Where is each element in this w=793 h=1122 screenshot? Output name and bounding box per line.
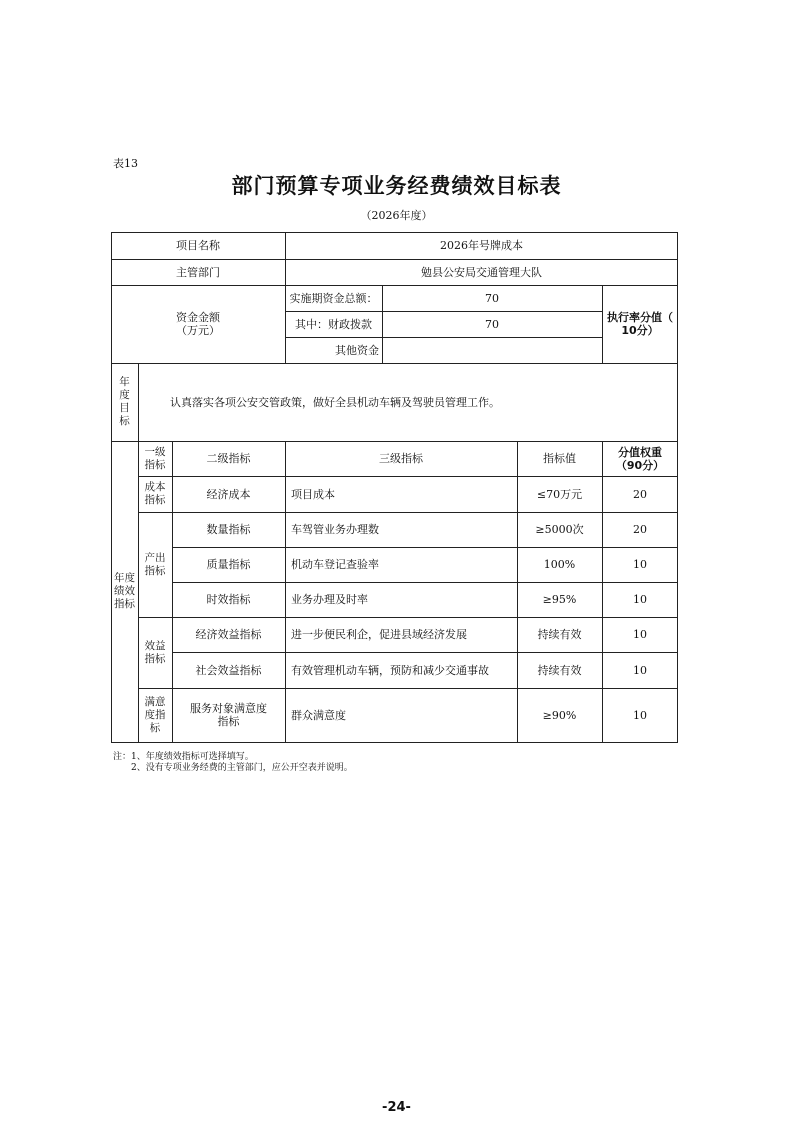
header-weight-line2: （90分） — [615, 458, 665, 472]
header-value: 指标值 — [543, 452, 576, 465]
exec-rate-line2: 10分） — [621, 324, 659, 337]
page-title: 部门预算专项业务经费绩效目标表 — [231, 174, 562, 198]
exec-rate-line1: 执行率分值（ — [607, 311, 673, 324]
indicator-l3: 业务办理及时率 — [291, 593, 368, 606]
indicator-value: 100% — [543, 558, 576, 571]
total-funds-label: 实施期资金总额： — [289, 291, 378, 305]
indicator-l2: 质量指标 — [206, 558, 251, 571]
indicator-l3: 有效管理机动车辆，预防和减少交通事故 — [291, 663, 489, 677]
annual-goal-label: 年度目标 — [119, 376, 130, 427]
indicator-l3: 群众满意度 — [291, 708, 346, 722]
fiscal-funds-value: 70 — [485, 317, 499, 331]
indicator-weight: 10 — [633, 628, 647, 641]
table-number: 表13 — [113, 157, 138, 170]
indicator-l3: 进一步便民利企，促进县域经济发展 — [291, 628, 467, 641]
indicator-value: ≥5000次 — [535, 523, 584, 536]
group-cost: 成本指标 — [144, 481, 166, 506]
indicator-l2: 时效指标 — [206, 593, 251, 606]
total-funds-value: 70 — [485, 291, 499, 305]
funds-label-line2: （万元） — [176, 324, 220, 337]
indicator-weight: 10 — [633, 593, 647, 606]
page-number: -24- — [382, 1100, 411, 1115]
indicator-l3: 项目成本 — [291, 487, 335, 501]
other-funds-value — [382, 337, 602, 363]
annual-goal-text: 认真落实各项公安交管政策，做好全县机动车辆及驾驶员管理工作。 — [170, 395, 500, 409]
exec-rate-label — [602, 285, 678, 363]
indicator-value: 持续有效 — [537, 628, 582, 641]
indicator-weight: 20 — [633, 487, 647, 501]
footnote-1: 注：1、年度绩效指标可选择填写。 — [113, 752, 254, 762]
dept-label: 主管部门 — [176, 265, 220, 279]
header-level1: 一级指标 — [144, 445, 166, 471]
indicator-l3: 车驾管业务办理数 — [291, 523, 379, 536]
indicators-section-label: 年度绩效指标 — [114, 572, 135, 610]
indicator-value: ≥95% — [542, 593, 577, 606]
other-funds-label: 其他资金 — [335, 343, 379, 357]
funds-label-line1: 资金金额 — [176, 311, 220, 324]
indicator-weight: 10 — [633, 708, 647, 722]
indicator-value: ≤70万元 — [536, 487, 583, 501]
header-weight-line1: 分值权重 — [618, 445, 662, 459]
funds-label — [111, 285, 285, 363]
group-satisfaction: 满意度指标 — [144, 695, 166, 734]
project-name-label: 项目名称 — [176, 239, 220, 252]
indicator-l2: 经济效益指标 — [195, 628, 262, 641]
footnotes — [113, 752, 353, 774]
header-weight — [602, 441, 678, 476]
header-level2: 二级指标 — [206, 452, 251, 465]
indicator-weight: 10 — [633, 663, 647, 677]
fiscal-funds-label: 其中：财政拨款 — [295, 317, 372, 331]
indicator-l3: 机动车登记查验率 — [291, 558, 379, 571]
indicator-value: 持续有效 — [537, 663, 582, 677]
indicator-l2: 社会效益指标 — [195, 663, 262, 677]
group-benefit: 效益指标 — [144, 639, 166, 665]
indicator-l2: 数量指标 — [206, 523, 251, 536]
footnote-2: 2、没有专项业务经费的主管部门，应公开空表并说明。 — [131, 763, 353, 773]
project-name-value: 2026年号牌成本 — [440, 239, 523, 252]
header-level3: 三级指标 — [379, 452, 423, 465]
indicator-weight: 20 — [633, 523, 647, 536]
dept-value: 勉县公安局交通管理大队 — [421, 265, 542, 279]
indicator-l2: 经济成本 — [206, 487, 251, 501]
group-output: 产出指标 — [144, 551, 166, 577]
indicator-l2: 服务对象满意度指标 — [190, 702, 267, 728]
indicator-weight: 10 — [633, 558, 647, 571]
indicator-value: ≥90% — [542, 708, 577, 722]
page-subtitle: （2026年度） — [360, 209, 433, 222]
